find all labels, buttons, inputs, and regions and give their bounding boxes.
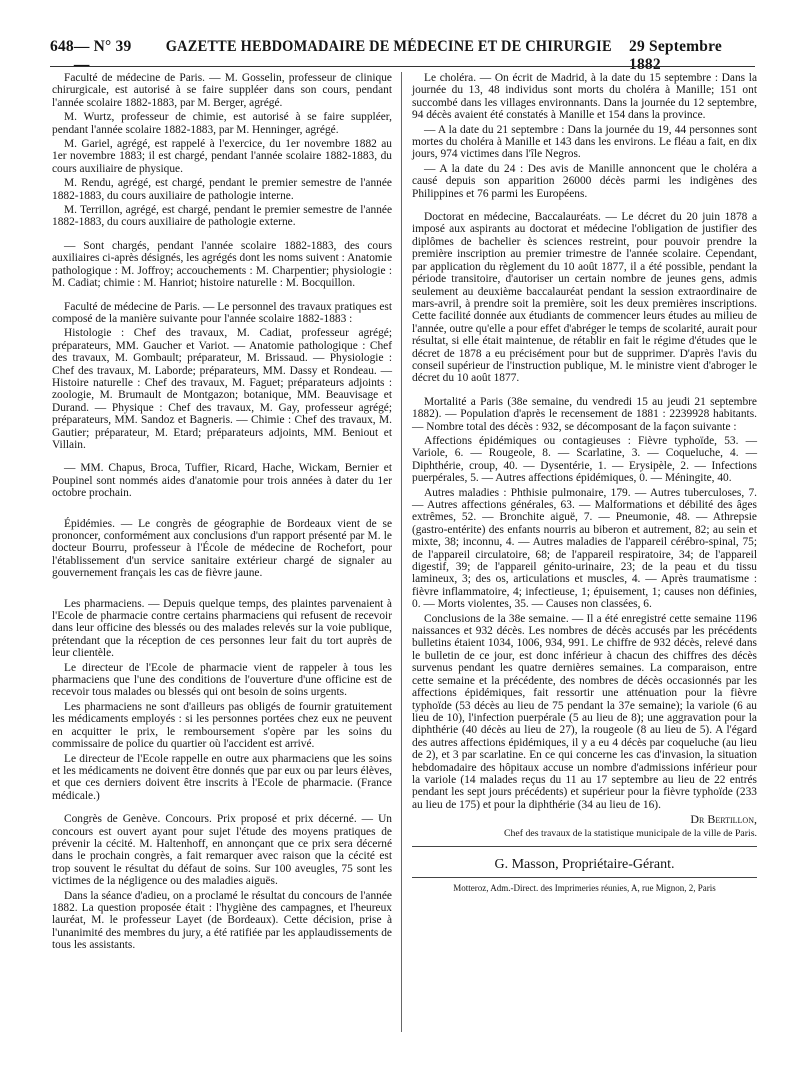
left-paragraph: Faculté de médecine de Paris. — M. Gosselin, professeur de clinique chirurgicale, est autorisé à se faire suppléer dans son cours, pendant l'année scolaire 1882-1883, par M. Berger, agrégé.: [52, 72, 392, 109]
left-paragraph: Les pharmaciens ne sont d'ailleurs pas obligés de fournir gratuitement les médicaments employés : si les personnes portées chez eux ne peuvent en acquitter le prix, le remboursement s'opère par les soins du commissaire de police du quartier où l'accident est arrivé.: [52, 700, 392, 751]
signature: Dr Bertillon,: [690, 812, 757, 827]
right-paragraph: — A la date du 24 : Des avis de Manille annoncent que le choléra a causé depuis son apparition 26000 décès parmi les indigènes des Philippines et 76 parmi les Européens.: [412, 162, 757, 200]
right-paragraph: Mortalité a Paris (38e semaine, du vendredi 15 au jeudi 21 septembre 1882). — Population d'après le recensement de 1881 : 2239928 habitants. — Nombre total des décès : 932, se décomposant de la façon suivante :: [412, 395, 757, 433]
footer-rule: [412, 877, 757, 878]
left-paragraph: Faculté de médecine de Paris. — Le personnel des travaux pratiques est composé de la manière suivante pour l'année scolaire 1882-1883 :: [52, 300, 392, 325]
left-paragraph: Dans la séance d'adieu, on a proclamé le résultat du concours de l'année 1882. La question proposée était : l'hygiène des campagnes, et l'heureux lauréat, M. le professeur Layet (de Bordeaux). Cette décision, prise à l'unanimité des membres du jury, a été ratifiée par les applaudissements de tous les assistants.: [52, 889, 392, 952]
right-paragraph: Le choléra. — On écrit de Madrid, à la date du 15 septembre : Dans la journée du 13, 48 individus sont morts du choléra à Manille; 151 ont succombé dans les villages environnants. Dans la journée du 12 septembre, 94 décès avaient été constatés à Manille et 154 dans la province.: [412, 72, 757, 122]
left-paragraph: — MM. Chapus, Broca, Tuffier, Ricard, Hache, Wickam, Bernier et Poupinel sont nommés aides d'anatomie pour trois années à dater du 1er octobre prochain.: [52, 462, 392, 500]
left-paragraph: M. Wurtz, professeur de chimie, est autorisé à se faire suppléer, pendant l'année scolaire 1882-1883, par M. Henninger, agrégé.: [52, 111, 392, 136]
left-paragraph: Les pharmaciens. — Depuis quelque temps, des plaintes parvenaient à l'Ecole de pharmacie contre certains pharmaciens qui refusent de recevoir dans leur officine des blessés ou des malades relevés sur la voie publique, prétendant que la réception de ces personnes leur fait du tort auprès de leur clientèle.: [52, 597, 392, 660]
header-rule: [50, 66, 755, 67]
left-paragraph: Le directeur de l'Ecole rappelle en outre aux pharmaciens que les soins et les médicaments ne doivent être donnés que par eux ou par leurs élèves, et que ces derniers doivent être inscrits à l'Ecole de pharmacie. (France médicale.): [52, 752, 392, 802]
printer-line: Motteroz, Adm.-Direct. des Imprimeries réunies, A, rue Mignon, 2, Paris: [453, 883, 716, 894]
page-number: 648: [50, 38, 74, 55]
left-paragraph: M. Terrillon, agrégé, est chargé, pendant le premier semestre de l'année 1882-1883, du cours auxiliaire de pathologie externe.: [52, 204, 392, 229]
left-paragraph: Histologie : Chef des travaux, M. Cadiat, professeur agrégé; préparateurs, MM. Gaucher et Variot. — Anatomie pathologique : Chef des travaux, M. Gombault; préparateur, M. Brissaud. — Physiologie : Chef des travaux, M. Laborde; préparateurs, MM. Dassy et Rondeau. — Histoire naturelle : Chef des travaux, M. Faguet; préparateurs adjoints : zoologie, M. Brumault de Montgazon; botanique, MM. Beauvisage et Durand. — Physique : Chef des travaux, M. Gay, professeur agrégé; préparateurs, MM. Sandoz et Bagneris. — Chimie : Chef des travaux, M. Gautier; préparateur, M. Etard; préparateurs adjoints, MM. Beniout et Villain.: [52, 327, 392, 451]
right-column: [412, 72, 757, 895]
left-paragraph: M. Rendu, agrégé, est chargé, pendant le premier semestre de l'année 1882-1883, du cours auxiliaire de pathologie interne.: [52, 177, 392, 202]
issue-date: 29 Septembre 1882: [629, 38, 722, 73]
left-paragraph: M. Gariel, agrégé, est rappelé à l'exercice, du 1er novembre 1882 au 1er novembre 1883; il est chargé, pendant l'année scolaire 1882-1883, du cours auxiliaire de physique.: [52, 138, 392, 175]
left-paragraph: Épidémies. — Le congrès de géographie de Bordeaux vient de se prononcer, conformément aux conclusions d'un rapport présenté par M. le docteur Bourru, professeur à l'École de médecine de Rochefort, pour l'établissement d'un service sanitaire extérieur chargé de signaler au gouvernement français les cas de fièvre jaune.: [52, 517, 392, 580]
right-paragraph: Conclusions de la 38e semaine. — Il a été enregistré cette semaine 1196 naissances et 932 décès. Les nombres de décès accusés par les précédents bulletins étaient 1034, 1006, 934, 991. Le chiffre de 932 décès, relevé dans le bulletin de ce jour, est donc inférieur à chacun des chiffres des décès survenus pendant les quatre dernières semaines. La comparaison, entre cette semaine et la précédente, des nombres de décès occasionnés par les affections épidémiques, fait ressortir une atténuation pour la fièvre typhoïde (53 décès au lieu de 75 pendant la 37e semaine); la variole (6 au lieu de 10), l'infection puerpérale (5 au lieu de 8); une aggravation pour la diphthérie (40 décès au lieu de 27), la rougeole (8 au lieu de 5). A l'égard des autres affections épidémiques, il y a eu 4 décès par coqueluche (au lieu de 2), et 3 par scarlatine. En ce qui concerne les cas d'invasion, la situation hebdomadaire des hôpitaux accuse un nombre d'admissions inférieur pour la variole (14 malades reçus du 11 au 17 septembre au lieu de 22 entrés pendant les sept jours précédents) et supérieur pour la fièvre typhoïde (233 au lieu de 175) et pour la diphthérie (34 au lieu de 16).: [412, 612, 757, 811]
left-paragraph: Congrès de Genève. Concours. Prix proposé et prix décerné. — Un concours est ouvert ayant pour sujet l'étude des moyens pratiques de prévenir la cécité. M. Haltenhoff, en annonçant que ce prix sera décerné dans le prochain congrès, a fait remarquer avec raison que la cécité est trop souvent le résultat du défaut de soins. Sur 100 aveugles, 75 sont les victimes de la négligence ou des maladies aiguës.: [52, 813, 392, 888]
page-header: [50, 38, 755, 73]
right-paragraph: Doctorat en médecine, Baccalauréats. — Le décret du 20 juin 1878 a imposé aux aspirants au doctorat et médecine l'obligation de justifier des diplômes de bachelier ès sciences restreint, pour pouvoir prendre la première inscription au premier trimestre de l'année scolaire. Cependant, par application du règlement du 10 août 1877, il a été possible, pendant la période transitoire, d'autoriser un certain nombre de jeunes gens, admis seulement au deuxième baccalauréat pendant la session extraordinaire de mars-avril, à prendre soit la première, soit les deux premières inscriptions. Cette facilité donnée aux étudiants de commencer leurs études au milieu de l'année, outre qu'elle a pour effet d'abréger le temps de scolarité, aurait pour résultat, si elle était maintenue, de rétablir en fait le régime d'études que le décret de 1878 a eu précisément pour but de supprimer. D'après l'avis du conseil supérieur de l'instruction publique, M. le ministre vient d'abroger le décret du 10 août 1877.: [412, 211, 757, 385]
signature-title: Chef des travaux de la statistique municipale de la ville de Paris.: [503, 827, 757, 839]
right-paragraph: Autres maladies : Phthisie pulmonaire, 179. — Autres tuberculoses, 7. — Autres affections générales, 63. — Malformations et débilité des âges extrêmes, 52. — Bronchite aiguë, 7. — Pneumonie, 48. — Athrepsie (gastro-entérite) des enfants nourris au biberon et autrement, 82; au sein et mixte, 38; inconnu, 4. — Autres maladies de l'appareil cérébro-spinal, 75; de l'appareil circulatoire, 68; de l'appareil respiratoire, 34; de l'appareil digestif, 39; de l'appareil génito-urinaire, 23; de la peau et du tissu lamineux, 3; des os, articulations et muscles, 4. — Après traumatisme : fièvre inflammatoire, 4; infectieuse, 1; épuisement, 1; causes non définies, 0. — Morts violentes, 35. — Causes non classées, 6.: [412, 486, 757, 611]
issue-number: — N° 39 —: [73, 38, 132, 73]
owner-rule: [412, 846, 757, 847]
left-column: [52, 72, 392, 954]
right-paragraph: Affections épidémiques ou contagieuses : Fièvre typhoïde, 53. — Variole, 6. — Rougeole, 8. — Scarlatine, 3. — Coqueluche, 4. — Diphthérie, croup, 40. — Dysentérie, 1. — Erysipèle, 2. — Infections puerpérales, 5. — Autres affections épidémiques, 0. — Méningite, 40.: [412, 434, 757, 485]
journal-title: GAZETTE HEBDOMADAIRE DE MÉDECINE ET DE CHIRURGIE: [166, 38, 613, 55]
right-paragraph: — A la date du 21 septembre : Dans la journée du 19, 44 personnes sont mortes du choléra à Manille et 143 dans les environs. Le fléau a fait, en dix jours, 974 victimes dans l'île Negros.: [412, 123, 757, 161]
left-paragraph: — Sont chargés, pendant l'année scolaire 1882-1883, des cours auxiliaires ci-après désignés, les agrégés dont les noms suivent : Anatomie pathologique : M. Joffroy; accouchements : M. Charpentier; physiologie : M. Cadiat; chimie : M. Hanriot; histoire naturelle : M. Bocquillon.: [52, 239, 392, 290]
owner-line: G. Masson, Propriétaire-Gérant.: [494, 856, 675, 872]
column-divider: [401, 72, 402, 1032]
left-paragraph: Le directeur de l'Ecole de pharmacie vient de rappeler à tous les pharmaciens que l'une des conditions de l'ouverture d'une officine est de recevoir tous malades ou blessés qui ont besoin de soins urgents.: [52, 661, 392, 699]
